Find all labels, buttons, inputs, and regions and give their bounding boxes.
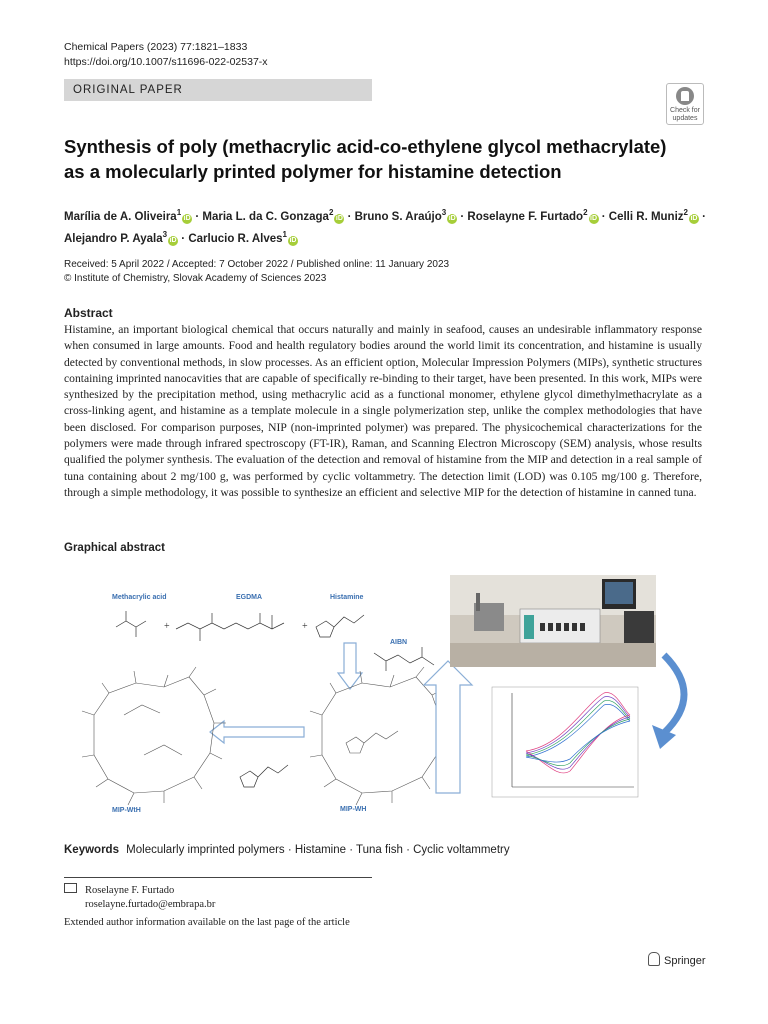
springer-horse-icon (648, 952, 660, 966)
check-for-updates-badge[interactable]: Check for updates (666, 83, 704, 125)
author[interactable]: Bruno S. Araújo (354, 210, 442, 223)
graphical-abstract-figure (64, 565, 704, 835)
extended-author-info: Extended author information available on the last page of the article (64, 917, 350, 928)
label-mip-wth: MIP-WtH (112, 807, 141, 814)
publisher-logo: Springer (648, 952, 706, 967)
label-histamine: Histamine (330, 594, 364, 601)
orcid-icon[interactable]: iD (590, 214, 598, 222)
envelope-icon (64, 883, 77, 893)
label-methacrylic-acid: Methacrylic acid (112, 594, 167, 601)
orcid-icon[interactable]: iD (289, 236, 297, 244)
keywords-text: Molecularly imprinted polymers · Histamine · Tuna fish · Cyclic voltammetry (126, 844, 510, 856)
orcid-icon[interactable]: iD (335, 214, 343, 222)
up-arrow-icon (424, 661, 472, 793)
author[interactable]: Celli R. Muniz (608, 210, 684, 223)
author-list: Marília de A. Oliveira$^1$iD · Maria L. da C. Gonzaga$^2$iD · Bruno S. Araújo$^3$iD · Roselayne F. Furtado$^2$iD · Celli R. Muniz$^2$iD · Alejandro P. Ayala$^3$iD · Carlucio R. Alves$^1$iD (64, 208, 707, 245)
author[interactable]: Marília de A. Oliveira (64, 210, 177, 223)
bookmark-icon (676, 87, 694, 105)
label-egdma: EGDMA (236, 594, 263, 601)
svg-text:+: + (164, 621, 170, 632)
orcid-icon[interactable]: iD (690, 214, 698, 222)
left-arrow-icon (210, 721, 304, 743)
abstract-text: Histamine, an important biological chemical that occurs naturally and mainly in seafood, causes an undesirable inflammatory response when consumed in large amounts. Food and health regulatory bodies around the world limit its concentration, and histamine is usually detected by conventional methods, in slow processes. As an efficient option, Molecular Impression Polymers (MIPs), synthetic structures containing imprinted nanocavities that are capable of specifically re-binding to their target, have been presented. In this work, MIPs were synthesized by the precipitation method, using methacrylic acid as a functional monomer, ethylene glycol dimethylmethacrylate as a cross-linking agent, and histamine as a template molecule in a single polymerization step, unlike the complex methodologies that have been disclosed. For comparison purposes, NIP (non-imprinted polymer) was prepared. The physicochemical characterizations for the polymers were made through infrared spectroscopy (FT-IR), Raman, and Scanning Electron Microscopy (SEM) analysis, whose results qualified the polymer synthesis. The evaluation of the detection and removal of histamine from the MIP and detection in a real sample of tuna containing about 2 mg/100 g, was performed by cyclic voltammetry. The detection limit (LOD) was 0.105 mg/100 g. Therefore, through a simple methodology, it was possible to synthesize an efficient and selective MIP for the detection of histamine in canned tuna. (64, 323, 702, 499)
author[interactable]: Carlucio R. Alves (188, 232, 283, 245)
curved-arrow-icon (652, 655, 684, 749)
journal-citation: Chemical Papers (2023) 77:1821–1833 (64, 41, 248, 53)
author[interactable]: Alejandro P. Ayala (64, 232, 163, 245)
author[interactable]: Roselayne F. Furtado (467, 210, 584, 223)
methacrylic-acid-structure (116, 611, 146, 637)
mip-wh-network (310, 667, 454, 805)
keywords-label: Keywords (64, 844, 119, 856)
journal-header (64, 40, 268, 70)
instrument-photo (450, 575, 656, 667)
paper-title: Synthesis of poly (methacrylic acid-co-ethylene glycol methacrylate) as a molecularly printed polymer for histamine detection (64, 136, 667, 182)
journal-doi[interactable]: https://doi.org/10.1007/s11696-022-02537-x (64, 56, 268, 68)
label-aibn: AIBN (390, 639, 408, 646)
section-label: ORIGINAL PAPER (64, 79, 372, 101)
released-histamine-structure (240, 765, 288, 787)
orcid-icon[interactable]: iD (183, 214, 191, 222)
author[interactable]: Maria L. da C. Gonzaga (202, 210, 329, 223)
abstract-heading: Abstract (64, 306, 113, 320)
correspondence (64, 883, 215, 912)
down-arrow-icon (338, 643, 362, 689)
orcid-icon[interactable]: iD (169, 236, 177, 244)
corresponding-email[interactable]: roselayne.furtado@embrapa.br (85, 899, 216, 910)
footnote-divider (64, 877, 372, 878)
label-mip-wh: MIP-WH (340, 806, 367, 813)
publication-dates: Received: 5 April 2022 / Accepted: 7 October 2022 / Published online: 11 January 2023 © Institute of Chemistry, Slovak Academy of Sciences 2023 (64, 259, 450, 284)
orcid-icon[interactable]: iD (448, 214, 456, 222)
keywords-line (64, 844, 510, 856)
cyclic-voltammogram (492, 687, 638, 797)
corresponding-author: Roselayne F. Furtado (85, 885, 175, 896)
egdma-structure (176, 613, 284, 641)
mip-wth-network (82, 667, 226, 805)
aibn-structure (374, 647, 434, 671)
svg-text:+: + (302, 621, 308, 632)
histamine-structure (316, 615, 364, 637)
graphical-abstract-heading: Graphical abstract (64, 542, 165, 554)
